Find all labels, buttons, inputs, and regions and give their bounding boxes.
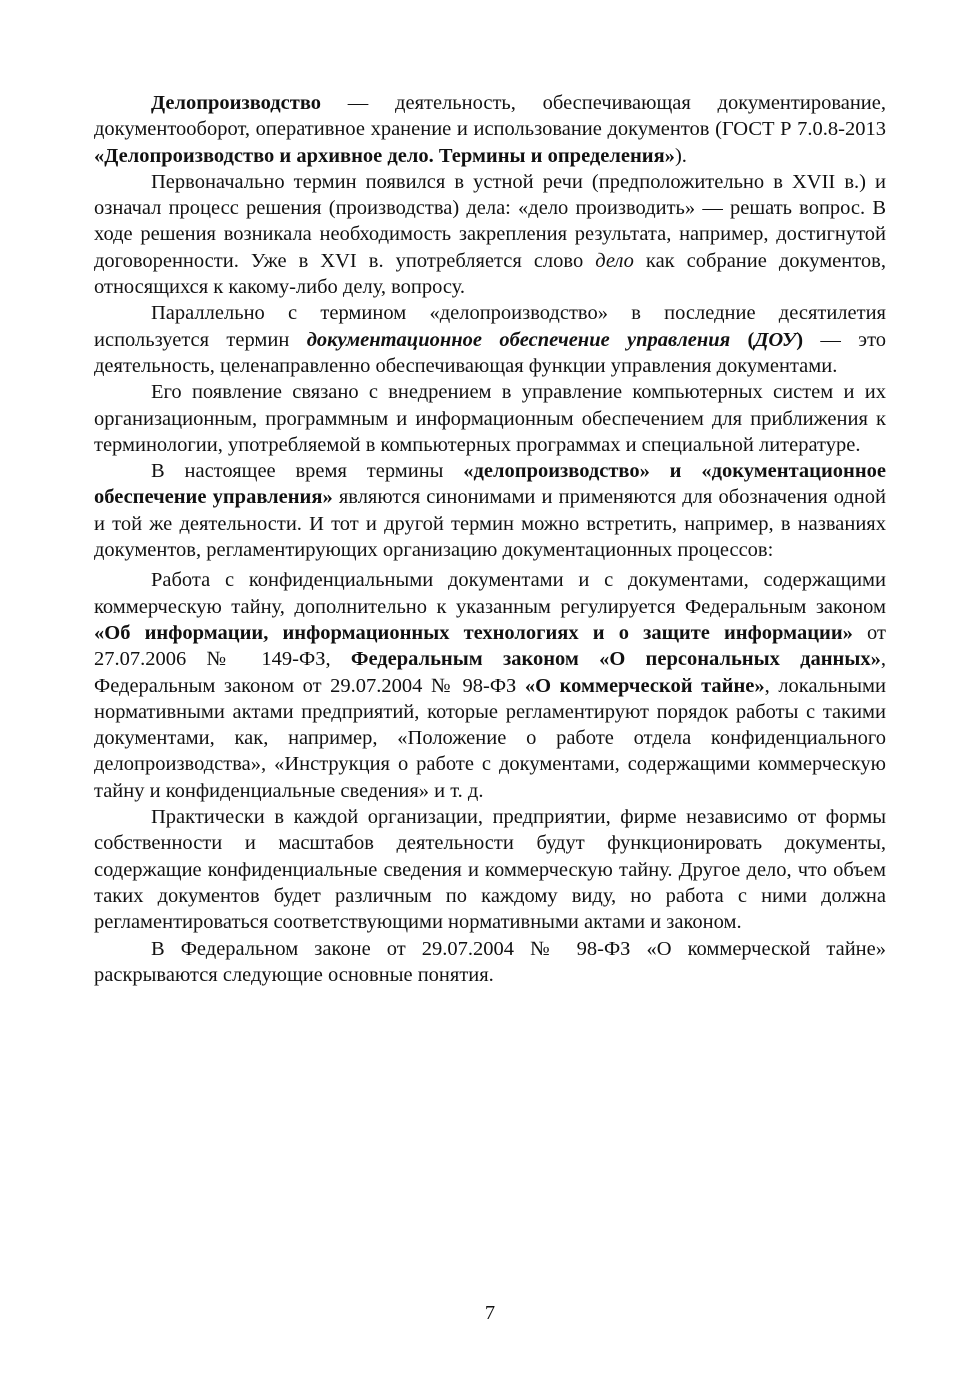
paragraph-text: — это деятельность, целенаправленно обеспечивающая функции управления документами. (94, 328, 887, 377)
term-deloproizvodstvo: Делопроизводство (151, 92, 322, 114)
abbr-close: ) (796, 328, 804, 351)
paragraph-text: Параллельно с термином «делопроизводство» в последние десятилетия используется термин (94, 302, 886, 351)
paragraph-text: ). (674, 144, 687, 167)
paragraph-text: В настоящее время термины (151, 460, 464, 483)
gost-title: «Делопроизводство и архивное дело. Термины и определения» (94, 144, 675, 167)
paragraph-text: Первоначально термин появился в устной речи (предположительно в XVII в.) и означал процесс решения (производства) дела: «дело производить» — решать вопрос. В ходе решения возникала необходимость закрепления результата, например, достигнутой договоренности. Уже в XVI в. употребляется слово (94, 170, 886, 272)
paragraph-text: как собрание документов, относящихся к какому-либо делу, вопросу. (94, 249, 886, 299)
paragraph-text: , Федеральным законом от 29.07.2004 № 98-ФЗ (94, 648, 886, 697)
term-dou-full: документационное обеспечение управления (306, 328, 731, 351)
paragraph-text: являются синонимами и применяются для обозначения одной и той же деятельности. И тот и другой термин можно встретить, например, в названиях документов, регламентирующих организацию документационных процессов: (94, 486, 886, 562)
paragraph-dou (94, 300, 886, 379)
terms-synonyms: «делопроизводство» и «документационное обеспечение управления» (94, 460, 886, 509)
law-personal-data: Федеральным законом «О персональных данных» (350, 648, 881, 671)
paragraph-text: В Федеральном законе от 29.07.2004 № 98-ФЗ «О коммерческой тайне» раскрываются следующие основные понятия. (94, 937, 886, 986)
paragraph-synonyms (94, 458, 886, 563)
paragraph-text: , локальными нормативными актами предприятий, которые регламентируют порядок работы с такими документами, как, например, «Положение о работе отдела конфиденциального делопроизводства», «Инструкция о работе с документами, содержащими коммерческую тайну и конфиденциальные сведения» и т. д. (94, 674, 886, 802)
abbr-open: ( (730, 328, 755, 351)
paragraph-confidential (94, 567, 886, 804)
paragraph-text: Работа с конфиденциальными документами и с документами, содержащими коммерческую тайну, дополнительно к указанным регулируется Федеральным законом (94, 569, 886, 618)
paragraph-origin (94, 379, 886, 458)
italic-word-delo: дело (595, 249, 634, 272)
paragraph-text: от 27.07.2006 № 149-ФЗ, (94, 621, 886, 671)
law-information: «Об информации, информационных технологиях и о защите информации» (94, 621, 853, 644)
paragraph-definition (94, 90, 886, 169)
law-commercial-secret: «О коммерческой тайне» (524, 674, 765, 697)
paragraph-history (94, 169, 886, 300)
document-body (94, 90, 886, 988)
paragraph-practice (94, 804, 886, 935)
term-dou-abbr: ДОУ (754, 328, 797, 351)
paragraph-text: Его появление связано с внедрением в управление компьютерных систем и их организационным, программным и информационным обеспечением для приближения к терминологии, употребляемой в компьютерных программах и специальной литературе. (94, 381, 886, 456)
paragraph-concepts (94, 936, 886, 989)
paragraph-text: — деятельность, обеспечивающая документирование, документооборот, оперативное хранение и использование документов (ГОСТ Р 7.0.8-2013 (94, 92, 886, 141)
paragraph-text: Практически в каждой организации, предприятии, фирме независимо от формы собственности и масштабов деятельности будут функционировать документы, содержащие конфиденциальные сведения и коммерческую тайну. Другое дело, что объем таких документов будет различным по каждому виду, но работа с ними должна регламентироваться соответствующими нормативными актами и законом. (94, 806, 886, 934)
page-number: 7 (484, 1302, 496, 1324)
